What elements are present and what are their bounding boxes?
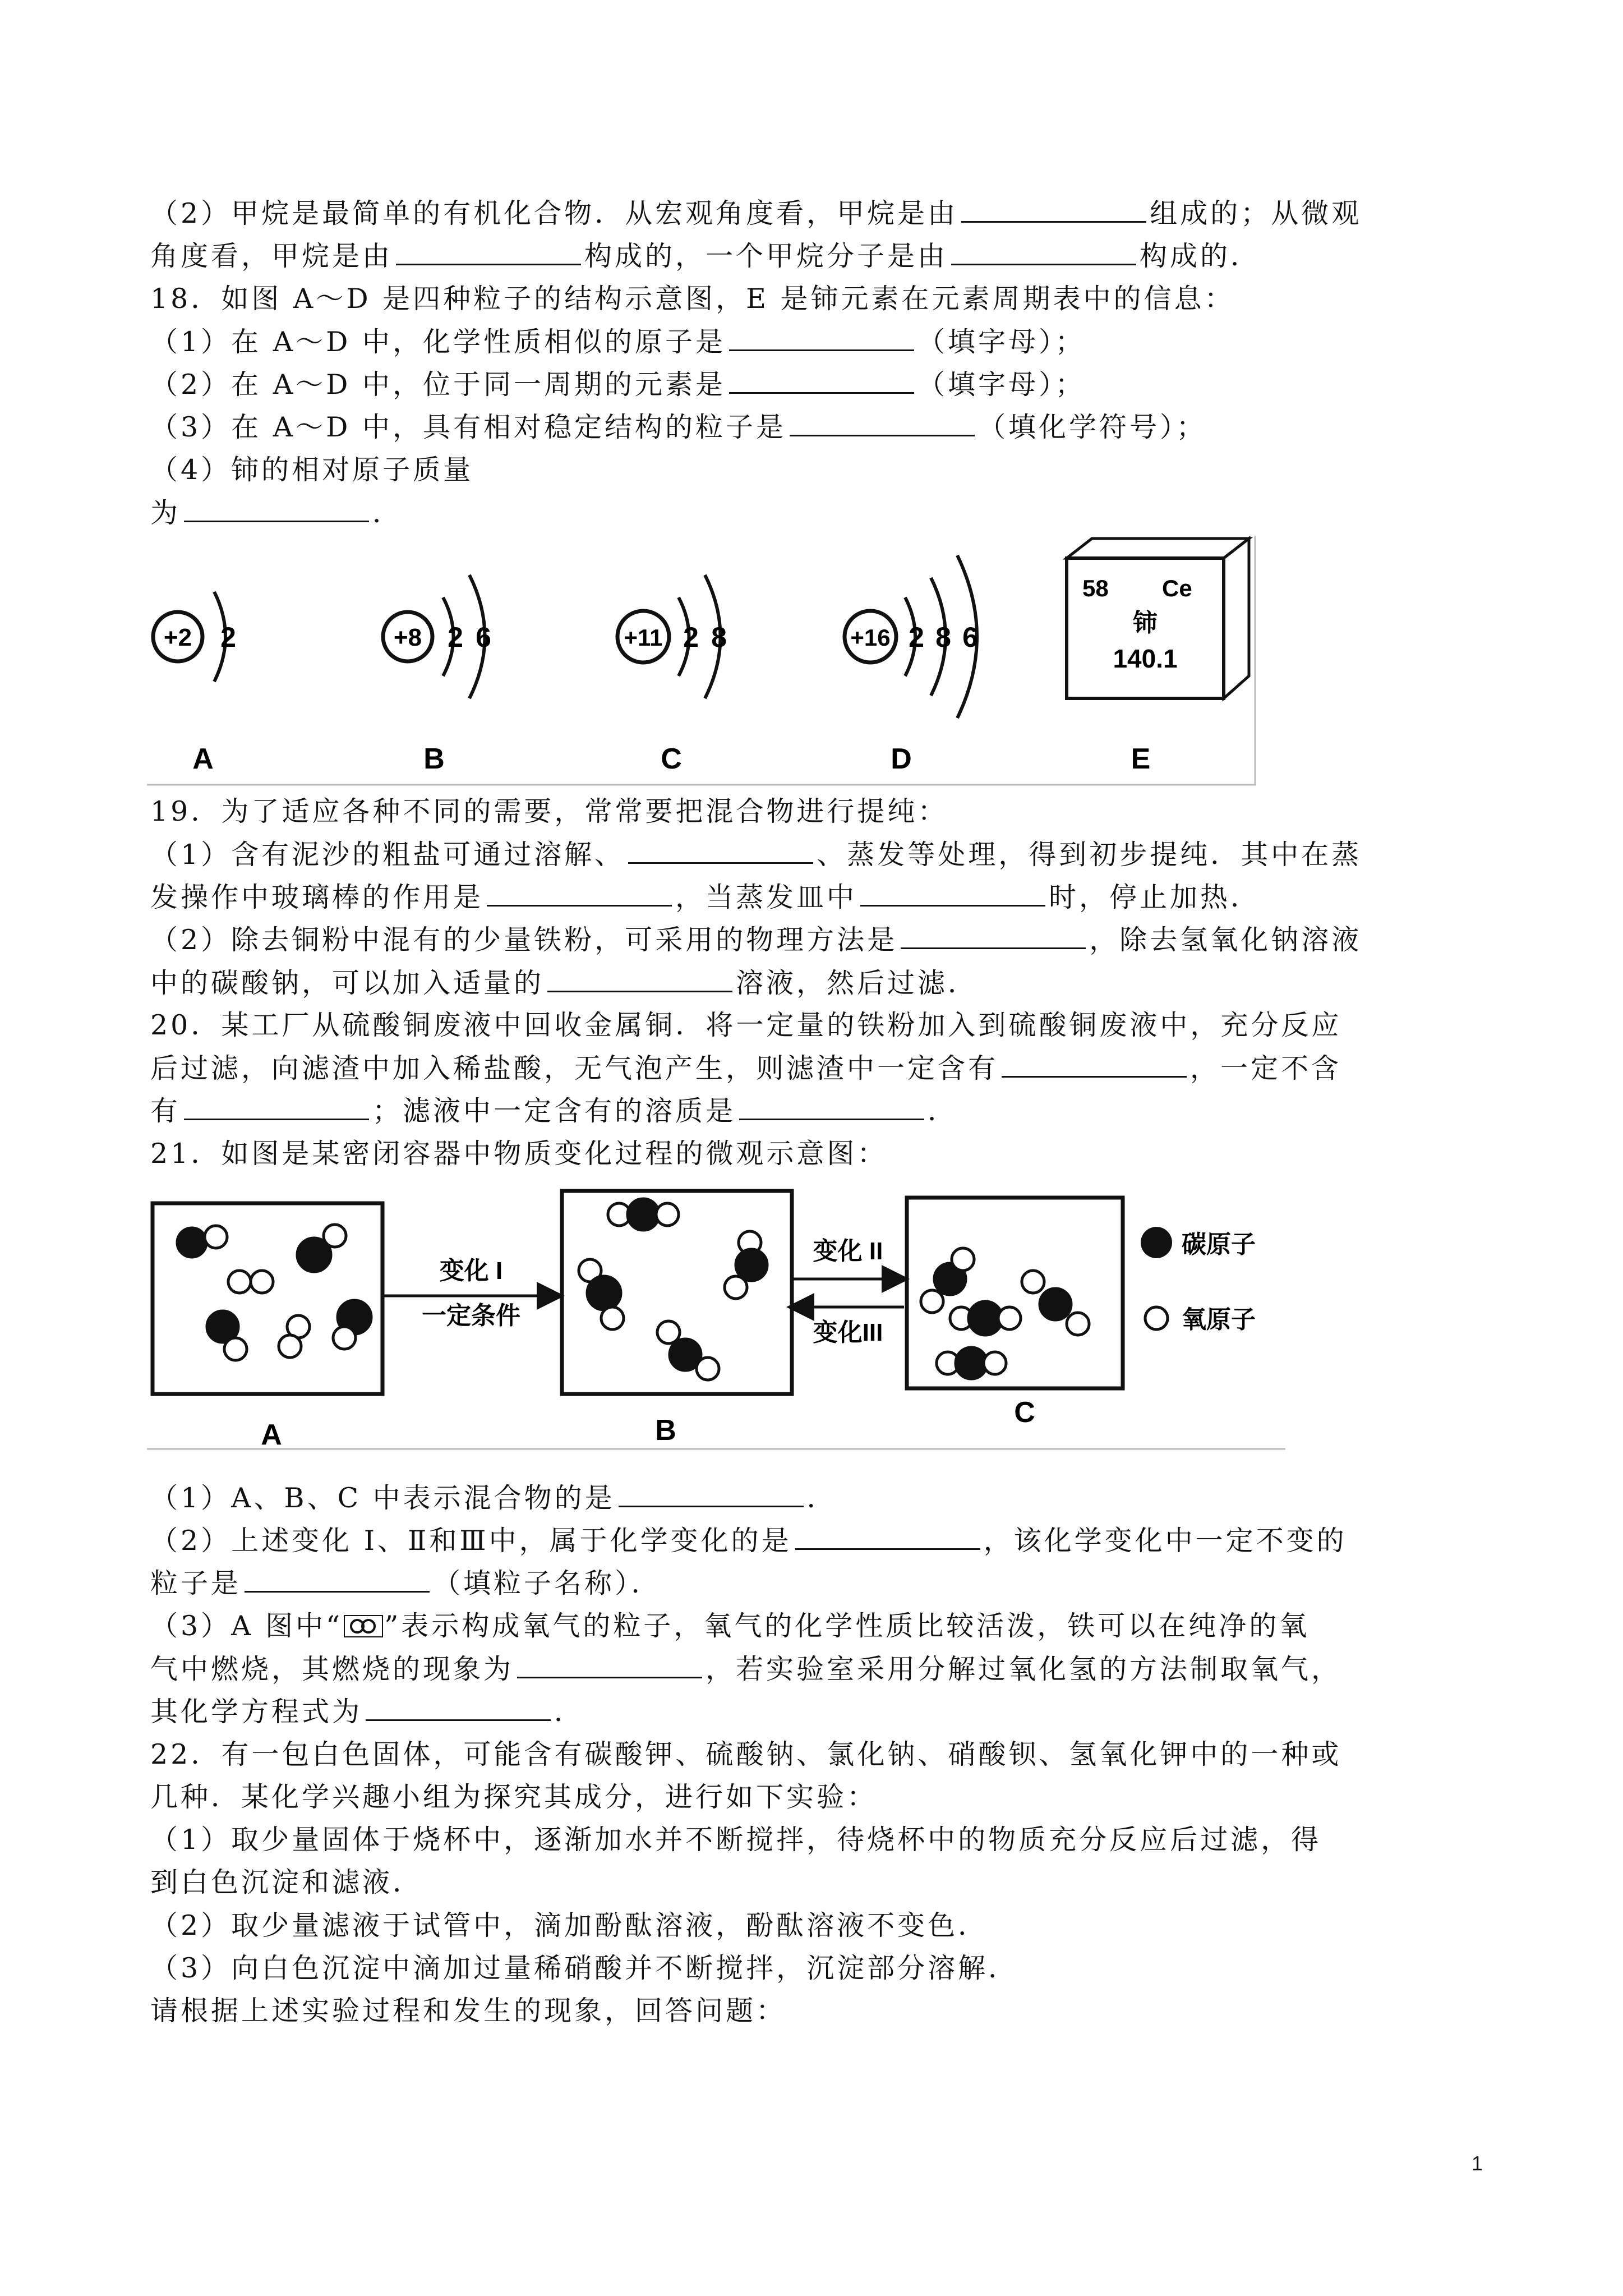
box-c-label: C xyxy=(1014,1396,1035,1429)
legend xyxy=(1141,1227,1256,1333)
atom-structure-figure xyxy=(147,536,1257,790)
q22-step1: （1）取少量固体于烧杯中，逐渐加水并不断搅拌，待烧杯中的物质充分反应后过滤，得 xyxy=(150,1824,1322,1856)
answer-blank[interactable] xyxy=(790,410,975,436)
q21-part2: （2）上述变化 Ⅰ、Ⅱ和Ⅲ中，属于化学变化的是 ，该化学变化中一定不变的 xyxy=(150,1525,1347,1557)
oxygen-molecule-icon xyxy=(344,1612,383,1645)
shell-c-2: 8 xyxy=(711,622,727,653)
element-symbol: Ce xyxy=(1162,575,1192,601)
answer-blank[interactable] xyxy=(961,196,1146,223)
box-b-label: B xyxy=(655,1414,676,1447)
shell-d-2: 8 xyxy=(935,622,951,653)
q19-part1: （1）含有泥沙的粗盐可通过溶解、 、蒸发等处理，得到初步提纯．其中在蒸 xyxy=(150,839,1362,871)
label-d: D xyxy=(891,743,912,775)
answer-blank[interactable] xyxy=(487,880,672,907)
molecule-change-figure xyxy=(147,1175,1285,1452)
q17-2-line1: （2）甲烷是最简单的有机化合物．从宏观角度看，甲烷是由 组成的；从微观 xyxy=(150,197,1362,229)
atom-b xyxy=(383,575,491,775)
q17-2-line2: 角度看，甲烷是由 构成的，一个甲烷分子是由 构成的． xyxy=(150,240,1261,272)
answer-blank[interactable] xyxy=(729,367,914,394)
q21-stem: 21．如图是某密闭容器中物质变化过程的微观示意图： xyxy=(150,1138,888,1170)
shell-c-1: 2 xyxy=(683,622,699,653)
q21-part3: （3）A 图中“ ”表示构成氧气的粒子，氧气的化学性质比较活泼，铁可以在纯净的氧 xyxy=(150,1609,1310,1645)
q21-part1: （1）A、B、C 中表示混合物的是 ． xyxy=(150,1482,837,1514)
legend-carbon: 碳原子 xyxy=(1182,1231,1256,1258)
answer-blank[interactable] xyxy=(739,1094,924,1120)
answer-blank[interactable] xyxy=(547,966,732,992)
q22-stem: 22．有一包白色固体，可能含有碳酸钾、硫酸钠、氯化钠、硝酸钡、氢氧化钾中的一种或 xyxy=(150,1738,1342,1770)
page-number: 1 xyxy=(1471,2152,1483,2175)
q21-part3c: 其化学方程式为 ． xyxy=(150,1696,585,1728)
q18-part4-answer: 为 ． xyxy=(150,497,403,529)
shell-b-1: 2 xyxy=(448,622,463,653)
shell-b-2: 6 xyxy=(476,622,491,653)
q18-stem: 18．如图 A～D 是四种粒子的结构示意图，E 是铈元素在元素周期表中的信息： xyxy=(150,283,1235,315)
q21-part3b: 气中燃烧，其燃烧的现象为 ，若实验室采用分解过氧化氢的方法制取氧气， xyxy=(150,1653,1342,1685)
answer-blank[interactable] xyxy=(901,923,1086,949)
q18-part2: （2）在 A～D 中，位于同一周期的元素是 （填字母）； xyxy=(150,369,1086,401)
q18-part1: （1）在 A～D 中，化学性质相似的原子是 （填字母）； xyxy=(150,326,1086,358)
change-1-condition: 一定条件 xyxy=(422,1302,520,1329)
q19-part1b: 发操作中玻璃棒的作用是 ，当蒸发皿中 时，停止加热． xyxy=(150,881,1261,913)
label-e: E xyxy=(1131,743,1151,775)
shell-d-1: 2 xyxy=(909,622,924,653)
shell-d-3: 6 xyxy=(962,622,978,653)
answer-blank[interactable] xyxy=(184,496,369,522)
answer-blank[interactable] xyxy=(396,239,581,265)
answer-blank[interactable] xyxy=(619,1481,804,1507)
change-2-label: 变化 II xyxy=(813,1237,883,1265)
answer-blank[interactable] xyxy=(951,239,1136,265)
label-a: A xyxy=(192,743,214,775)
q20-line2: 后过滤，向滤渣中加入稀盐酸，无气泡产生，则滤渣中一定含有 ，一定不含 xyxy=(150,1052,1342,1084)
q20-line3: 有 ；滤液中一定含有的溶质是 ． xyxy=(150,1095,958,1127)
shell-a-1: 2 xyxy=(220,622,236,653)
element-tile-e xyxy=(1067,539,1249,775)
q22-stem-2: 几种．某化学兴趣小组为探究其成分，进行如下实验： xyxy=(150,1781,878,1813)
oxygen-atom-icon xyxy=(1145,1307,1168,1329)
q22-step1b: 到白色沉淀和滤液． xyxy=(150,1866,423,1898)
q22-step3: （3）向白色沉淀中滴加过量稀硝酸并不断搅拌，沉淀部分溶解． xyxy=(150,1952,1019,1984)
label-c: C xyxy=(661,743,682,775)
q19-part2: （2）除去铜粉中混有的少量铁粉，可采用的物理方法是 ，除去氢氧化钠溶液 xyxy=(150,924,1362,956)
q18-part3: （3）在 A～D 中，具有相对稳定结构的粒子是 （填化学符号）； xyxy=(150,411,1207,443)
answer-blank[interactable] xyxy=(245,1566,430,1593)
answer-blank[interactable] xyxy=(517,1652,702,1678)
box-a-label: A xyxy=(261,1419,282,1450)
q20-line1: 20．某工厂从硫酸铜废液中回收金属铜．将一定量的铁粉加入到硫酸铜废液中，充分反应 xyxy=(150,1009,1342,1041)
nucleus-d: +16 xyxy=(850,624,891,651)
carbon-atom-icon xyxy=(1141,1227,1172,1258)
atom-a xyxy=(153,592,236,775)
nucleus-b: +8 xyxy=(393,624,422,651)
answer-blank[interactable] xyxy=(1002,1051,1187,1078)
element-name: 铈 xyxy=(1133,609,1158,637)
nucleus-a: +2 xyxy=(163,624,192,651)
q19-part2b: 中的碳酸钠，可以加入适量的 溶液，然后过滤． xyxy=(150,967,979,999)
nucleus-c: +11 xyxy=(624,624,663,651)
atomic-number: 58 xyxy=(1082,575,1109,601)
change-1-label: 变化 I xyxy=(439,1257,503,1285)
atom-d xyxy=(845,555,978,775)
q18-part4: （4）铈的相对原子质量 xyxy=(150,454,474,486)
answer-blank[interactable] xyxy=(729,325,914,351)
answer-blank[interactable] xyxy=(860,880,1045,907)
atom-c xyxy=(617,575,727,775)
answer-blank[interactable] xyxy=(628,838,813,864)
atomic-mass: 140.1 xyxy=(1113,644,1178,673)
answer-blank[interactable] xyxy=(366,1695,551,1721)
q22-step2: （2）取少量滤液于试管中，滴加酚酞溶液，酚酞溶液不变色． xyxy=(150,1910,989,1941)
q22-prompt: 请根据上述实验过程和发生的现象，回答问题： xyxy=(150,1995,787,2027)
answer-blank[interactable] xyxy=(795,1524,980,1550)
legend-oxygen: 氧原子 xyxy=(1182,1306,1256,1333)
q21-part2b: 粒子是 （填粒子名称）． xyxy=(150,1567,662,1599)
change-3-label: 变化III xyxy=(813,1319,883,1346)
answer-blank[interactable] xyxy=(184,1094,369,1120)
q19-stem: 19．为了适应各种不同的需要，常常要把混合物进行提纯： xyxy=(150,795,948,827)
label-b: B xyxy=(423,743,445,775)
